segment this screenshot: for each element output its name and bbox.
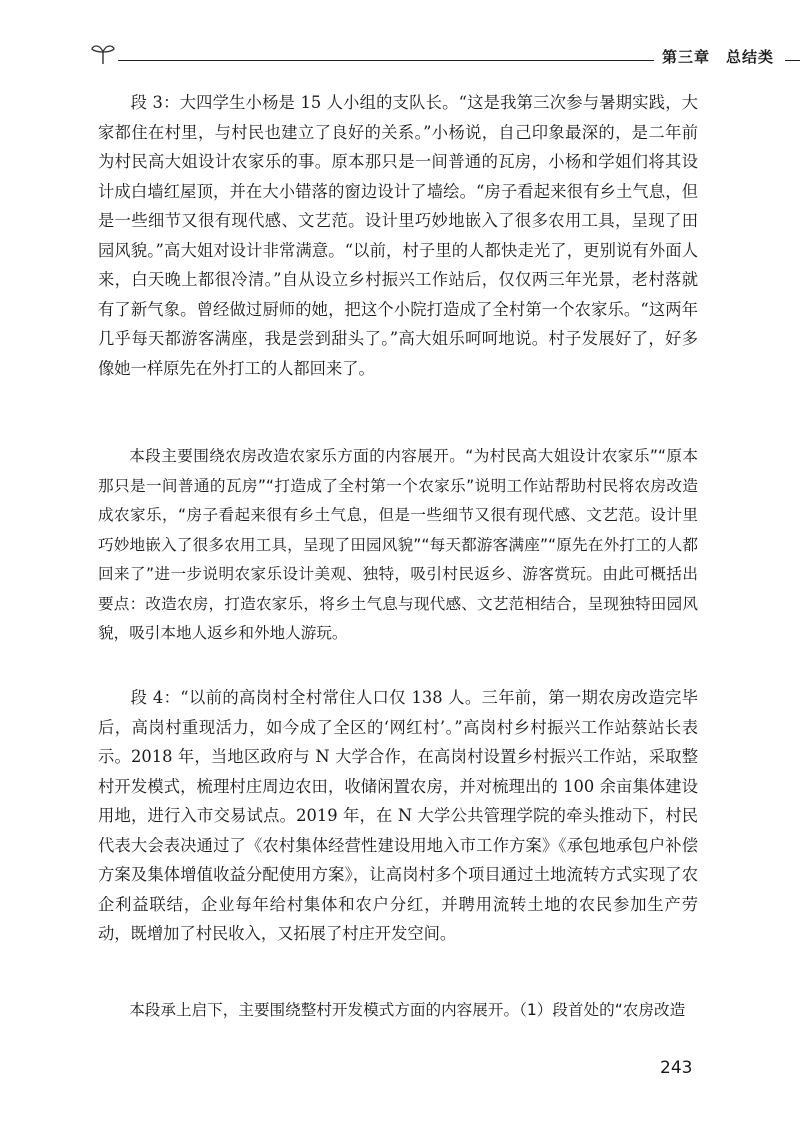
paragraph-text: 本段主要围绕农房改造农家乐方面的内容展开。“为村民高大姐设计农家乐”“原本那只是一间普通的瓦房”“打造成了全村第一个农家乐”说明工作站帮助村民将农房改造成农家乐，“房子看起来很有乡土气息，但是一些细节又很有现代感、文艺范。设计里巧妙地嵌入了很多农用工具，呈现了田园风貌”“每天都游客满座”“原先在外打工的人都回来了”进一步说明农家乐设计美观、独特，吸引村民返乡、游客赏玩。由此可概括出要点：改造农房，打造农家乐，将乡土气息与现代感、文艺范相结合，呈现独特田园风貌，吸引本地人返乡和外地人游玩。 <box>98 447 698 642</box>
chapter-title: 第三章 总结类 <box>662 48 775 66</box>
page-number: 243 <box>660 1058 693 1078</box>
paragraph-section-4 <box>98 683 698 949</box>
paragraph-analysis-4 <box>98 996 698 1026</box>
header-rule-left <box>118 60 654 61</box>
paragraph-text: 段 4：“以前的高岗村全村常住人口仅 138 人。三年前，第一期农房改造完毕后，高岗村重现活力，如今成了全区的‘网红村’。”高岗村乡村振兴工作站蔡站长表示。2018 年，当地区政府与 N 大学合作，在高岗村设置乡村振兴工作站，采取整村开发模式，梳理村庄周边农田，收储闲置农房，并对梳理出的 100 余亩集体建设用地，进行入市交易试点。2019 年，在 N 大学公共管理学院的牵头推动下，村民代表大会表决通过了《农村集体经营性建设用地入市工作方案》《承包地承包户补偿方案及集体增值收益分配使用方案》，让高岗村多个项目通过土地流转方式实现了农企利益联结，企业每年给村集体和农户分红，并聘用流转土地的农民参加生产劳动，既增加了村民收入，又拓展了村庄开发空间。 <box>98 688 698 943</box>
paragraph-analysis-3 <box>98 442 698 649</box>
paragraph-text: 段 3：大四学生小杨是 15 人小组的支队长。“这是我第三次参与暑期实践，大家都住在村里，与村民也建立了良好的关系。”小杨说，自己印象最深的，是二年前为村民高大姐设计农家乐的事。原本那只是一间普通的瓦房，小杨和学姐们将其设计成白墙红屋顶，并在大小错落的窗边设计了墙绘。“房子看起来很有乡土气息，但是一些细节又很有现代感、文艺范。设计里巧妙地嵌入了很多农用工具，呈现了田园风貌。”高大姐对设计非常满意。“以前，村子里的人都快走光了，更别说有外面人来，白天晚上都很冷清。”自从设立乡村振兴工作站后，仅仅两三年光景，老村落就有了新气象。曾经做过厨师的她，把这个小院打造成了全村第一个农家乐。“这两年几乎每天都游客满座，我是尝到甜头了。”高大姐乐呵呵地说。村子发展好了，好多像她一样原先在外打工的人都回来了。 <box>98 93 698 378</box>
sprout-icon <box>90 40 116 66</box>
running-header <box>90 38 798 78</box>
paragraph-section-3 <box>98 88 698 383</box>
paragraph-text: 本段承上启下，主要围绕整村开发模式方面的内容展开。（1）段首处的“农房改造 <box>129 1001 686 1019</box>
header-rule-right <box>785 60 800 61</box>
